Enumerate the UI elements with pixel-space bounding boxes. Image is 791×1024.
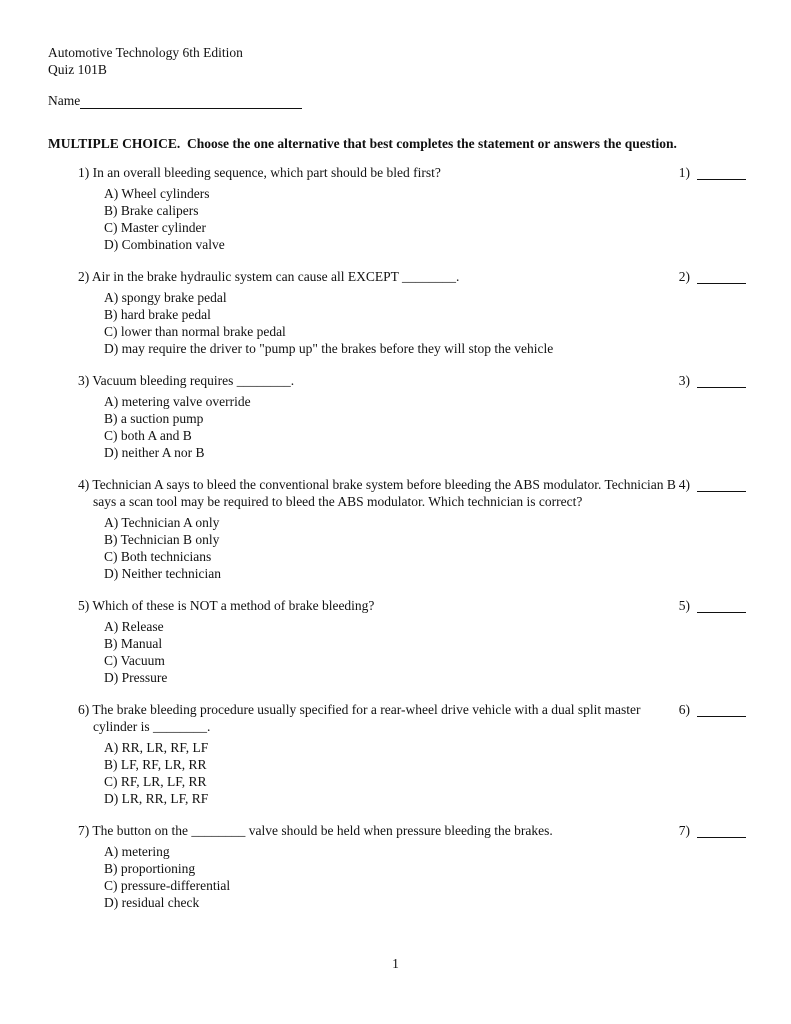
choice-d: D) Pressure <box>104 670 168 685</box>
question-number: 2) <box>78 269 90 284</box>
answer-blank-6[interactable] <box>697 703 746 717</box>
choice-d: D) may require the driver to "pump up" the brakes before they will stop the vehicle <box>104 341 554 356</box>
choice-a: A) RR, LR, RF, LF <box>104 740 209 755</box>
answer-area-5 <box>679 597 746 614</box>
answer-number: 6) <box>678 702 690 717</box>
choice-a: A) Technician A only <box>104 515 220 530</box>
answer-area-3 <box>679 372 746 389</box>
answer-number: 4) <box>678 477 690 492</box>
answer-area-7 <box>679 822 746 839</box>
choice-a: A) spongy brake pedal <box>104 290 227 305</box>
page-number: 1 <box>392 956 399 971</box>
choice-b: B) Technician B only <box>104 532 220 547</box>
question-number: 7) <box>78 823 90 838</box>
question-number: 1) <box>78 165 90 180</box>
answer-number: 7) <box>678 823 690 838</box>
choice-b: B) LF, RF, LR, RR <box>104 757 207 772</box>
answer-area-2 <box>679 268 746 285</box>
choice-d: D) LR, RR, LF, RF <box>104 791 209 806</box>
name-label: Name <box>48 93 81 108</box>
question-text: In an overall bleeding sequence, which part should be bled first? <box>92 165 441 180</box>
document-header <box>48 44 746 78</box>
choice-c: C) lower than normal brake pedal <box>104 324 286 339</box>
question-number: 6) <box>78 702 90 717</box>
choice-b: B) a suction pump <box>104 411 204 426</box>
question-1 <box>78 164 746 253</box>
name-row <box>48 92 746 109</box>
question-text: Which of these is NOT a method of brake bleeding? <box>92 598 375 613</box>
instructions: MULTIPLE CHOICE. Choose the one alternative that best completes the statement or answers the question. <box>48 136 677 151</box>
choice-d: D) Combination valve <box>104 237 225 252</box>
choice-c: C) both A and B <box>104 428 192 443</box>
answer-blank-2[interactable] <box>697 270 746 284</box>
choice-d: D) Neither technician <box>104 566 221 581</box>
answer-area-1 <box>679 164 746 181</box>
question-text: Vacuum bleeding requires ________. <box>92 373 295 388</box>
answer-number: 3) <box>678 373 690 388</box>
answer-blank-7[interactable] <box>697 824 746 838</box>
answer-area-6 <box>679 701 746 718</box>
question-number: 4) <box>78 477 90 492</box>
choice-c: C) RF, LR, LF, RR <box>104 774 207 789</box>
answer-blank-4[interactable] <box>697 478 746 492</box>
answer-blank-1[interactable] <box>697 166 746 180</box>
question-5 <box>78 597 746 686</box>
choice-c: C) Master cylinder <box>104 220 206 235</box>
answer-blank-5[interactable] <box>697 599 746 613</box>
question-2 <box>78 268 746 357</box>
choice-b: B) proportioning <box>104 861 196 876</box>
choice-d: D) neither A nor B <box>104 445 205 460</box>
choice-a: A) metering valve override <box>104 394 251 409</box>
answer-number: 5) <box>678 598 690 613</box>
name-blank[interactable] <box>80 94 302 109</box>
question-6 <box>78 701 746 807</box>
question-text: Air in the brake hydraulic system can cause all EXCEPT ________. <box>91 269 460 284</box>
question-number: 3) <box>78 373 90 388</box>
answer-blank-3[interactable] <box>697 374 746 388</box>
question-text: The brake bleeding procedure usually specified for a rear-wheel drive vehicle with a dual split master cylinder is ________. <box>92 702 641 734</box>
choice-c: C) Vacuum <box>104 653 165 668</box>
question-list <box>48 164 746 911</box>
question-3 <box>78 372 746 461</box>
choice-a: A) Wheel cylinders <box>104 186 210 201</box>
quiz-title: Quiz 101B <box>48 62 107 77</box>
book-title: Automotive Technology 6th Edition <box>48 45 243 60</box>
question-text: The button on the ________ valve should be held when pressure bleeding the brakes. <box>92 823 553 838</box>
choice-b: B) Manual <box>104 636 163 651</box>
choice-c: C) Both technicians <box>104 549 212 564</box>
choice-c: C) pressure-differential <box>104 878 231 893</box>
answer-number: 2) <box>678 269 690 284</box>
choice-a: A) Release <box>104 619 164 634</box>
choice-d: D) residual check <box>104 895 200 910</box>
answer-area-4 <box>679 476 746 493</box>
choice-b: B) hard brake pedal <box>104 307 211 322</box>
question-text: Technician A says to bleed the conventional brake system before bleeding the ABS modulator. Technician B says a scan tool may be required to bleed the ABS modulator. Which technician is correct? <box>92 477 676 509</box>
question-number: 5) <box>78 598 90 613</box>
choice-b: B) Brake calipers <box>104 203 199 218</box>
answer-number: 1) <box>678 165 690 180</box>
question-7 <box>78 822 746 911</box>
question-4 <box>78 476 746 582</box>
choice-a: A) metering <box>104 844 170 859</box>
